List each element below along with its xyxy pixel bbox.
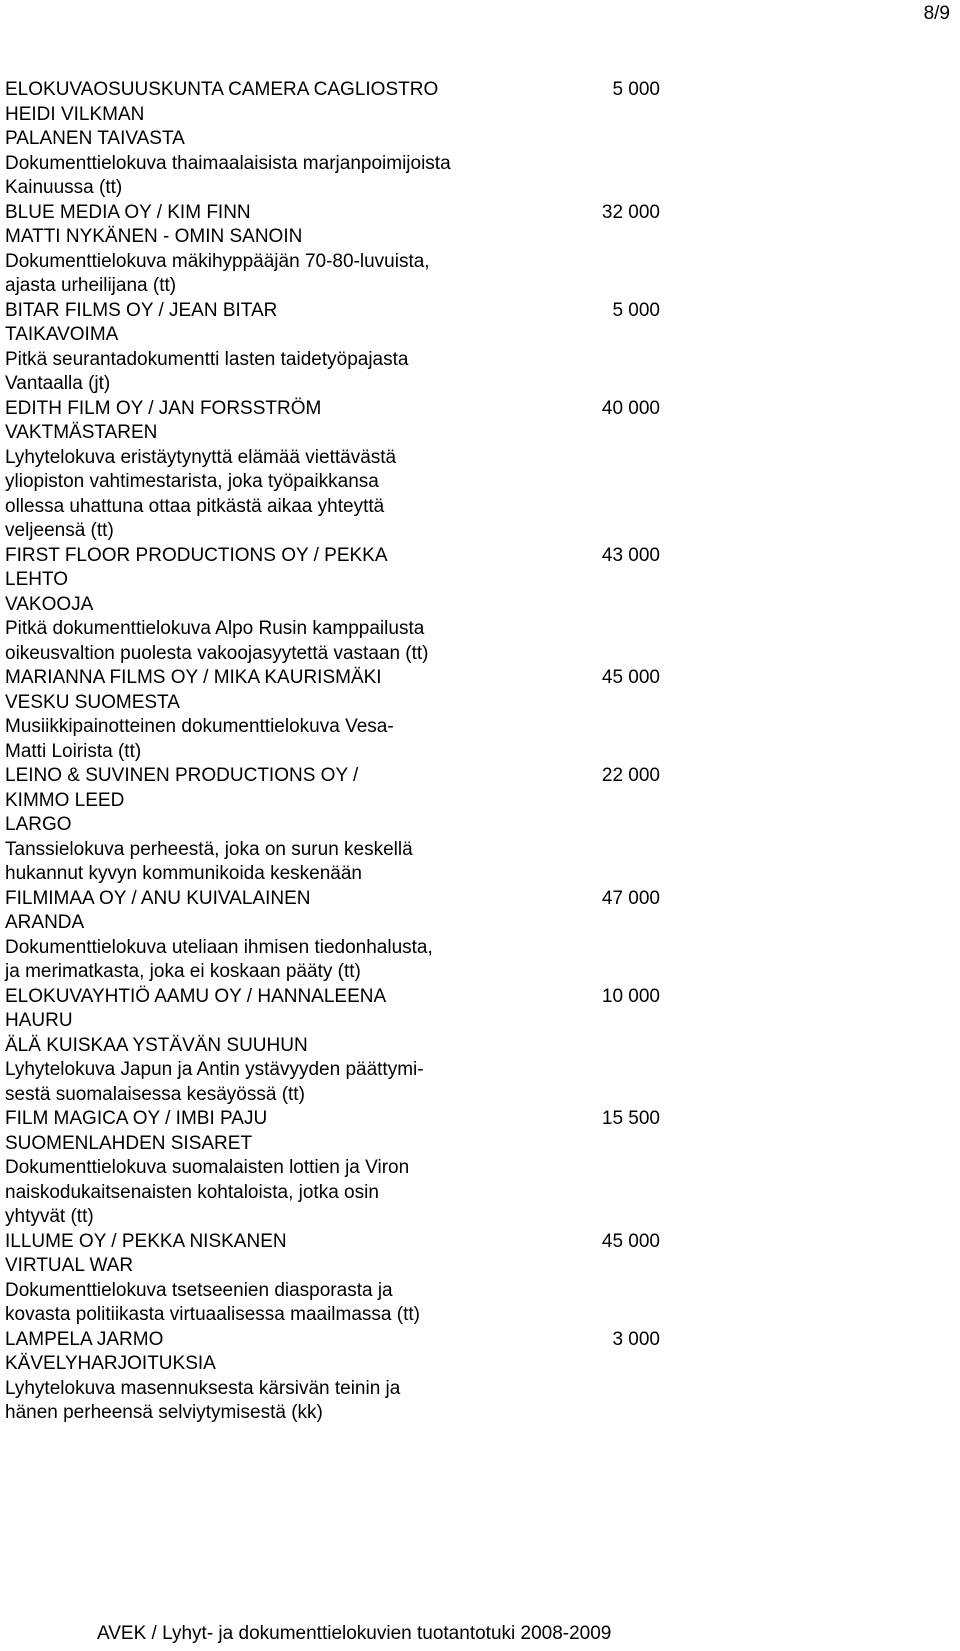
description-line: ARANDA: [5, 912, 85, 933]
description-line: oikeusvaltion puolesta vakoojasyytettä vastaan (tt): [5, 642, 429, 664]
grant-amount: 45 000: [601, 1230, 660, 1252]
producer-line: ELOKUVAOSUUSKUNTA CAMERA CAGLIOSTRO: [5, 79, 439, 100]
grant-entry: [5, 1328, 660, 1426]
producer-line: BLUE MEDIA OY / KIM FINN: [5, 201, 251, 223]
producer-line: LAMPELA JARMO: [5, 1328, 164, 1350]
description-line: hänen perheensä selviytymisestä (kk): [5, 1402, 323, 1423]
producer-line: BITAR FILMS OY / JEAN BITAR: [5, 299, 278, 321]
description-line: VAKTMÄSTAREN: [5, 422, 158, 443]
description-line: yliopiston vahtimestarista, joka työpaikkansa: [5, 471, 379, 492]
description-line: HEIDI VILKMAN: [5, 103, 145, 125]
description-line: Matti Loirista (tt): [5, 740, 142, 762]
description-line: MATTI NYKÄNEN - OMIN SANOIN: [5, 226, 303, 247]
producer-line: MARIANNA FILMS OY / MIKA KAURISMÄKI: [5, 667, 382, 688]
description-line: hukannut kyvyn kommunikoida keskenään: [5, 863, 362, 884]
grant-entry: [5, 397, 660, 544]
description-line: Kainuussa (tt): [5, 177, 123, 198]
producer-line: LEINO & SUVINEN PRODUCTIONS OY /: [5, 765, 359, 786]
producer-line: ELOKUVAYHTIÖ AAMU OY / HANNALEENA: [5, 985, 387, 1007]
producer-line: ILLUME OY / PEKKA NISKANEN: [5, 1230, 287, 1252]
description-line: kovasta politiikasta virtuaalisessa maailmassa (tt): [5, 1304, 420, 1325]
description-line: Vantaalla (jt): [5, 373, 111, 394]
grant-amount: 32 000: [601, 201, 660, 223]
grant-entry: [5, 887, 660, 985]
description-line: ajasta urheilijana (tt): [5, 275, 177, 296]
grant-amount: 45 000: [601, 667, 660, 688]
grant-amount: 5 000: [612, 79, 660, 100]
grant-entry: [5, 985, 660, 1108]
description-line: Dokumenttielokuva uteliaan ihmisen tiedonhalusta,: [5, 936, 433, 958]
description-line: VAKOOJA: [5, 593, 94, 615]
grant-amount: 5 000: [612, 299, 660, 321]
grant-entry: [5, 78, 660, 201]
grant-amount: 43 000: [601, 544, 660, 566]
grant-entry: [5, 1107, 660, 1230]
description-line: Musiikkipainotteinen dokumenttielokuva Vesa-: [5, 716, 394, 737]
description-line: TAIKAVOIMA: [5, 324, 119, 345]
grant-amount: 22 000: [601, 765, 660, 786]
page-number: 8/9: [923, 3, 950, 24]
description-line: KÄVELYHARJOITUKSIA: [5, 1353, 216, 1374]
grant-entry: [5, 544, 660, 667]
grant-entry: [5, 299, 660, 397]
producer-line: FILM MAGICA OY / IMBI PAJU: [5, 1108, 268, 1129]
description-line: Dokumenttielokuva thaimaalaisista marjanpoimijoista: [5, 152, 451, 174]
grant-entry: [5, 764, 660, 887]
description-line: Lyhytelokuva eristäytynyttä elämää viettävästä: [5, 446, 397, 468]
grant-amount: 3 000: [612, 1328, 660, 1350]
description-line: yhtyvät (tt): [5, 1206, 94, 1227]
description-line: KIMMO LEED: [5, 789, 125, 811]
description-line: LEHTO: [5, 569, 69, 590]
producer-line: FILMIMAA OY / ANU KUIVALAINEN: [5, 887, 311, 909]
description-line: Pitkä dokumenttielokuva Alpo Rusin kamppailusta: [5, 618, 425, 639]
description-line: Lyhytelokuva masennuksesta kärsivän teinin ja: [5, 1377, 401, 1399]
description-line: veljeensä (tt): [5, 520, 114, 541]
description-line: ja merimatkasta, joka ei koskaan pääty (tt): [5, 961, 361, 982]
description-line: Dokumenttielokuva mäkihyppääjän 70-80-luvuista,: [5, 250, 430, 272]
description-line: HAURU: [5, 1010, 73, 1031]
description-line: LARGO: [5, 814, 72, 835]
description-line: sestä suomalaisessa kesäyössä (tt): [5, 1083, 305, 1105]
grant-entry: [5, 1230, 660, 1328]
description-line: Lyhytelokuva Japun ja Antin ystävyyden päättymi-: [5, 1059, 424, 1080]
grant-amount: 15 500: [601, 1108, 660, 1129]
producer-line: FIRST FLOOR PRODUCTIONS OY / PEKKA: [5, 544, 388, 566]
grant-list: [5, 78, 660, 1426]
grant-amount: 10 000: [601, 985, 660, 1007]
description-line: Tanssielokuva perheestä, joka on surun keskellä: [5, 838, 413, 860]
grant-entry: [5, 201, 660, 299]
grant-amount: 40 000: [601, 397, 660, 419]
description-line: SUOMENLAHDEN SISARET: [5, 1132, 253, 1154]
description-line: VESKU SUOMESTA: [5, 691, 180, 713]
description-line: naiskodukaitsenaisten kohtaloista, jotka osin: [5, 1181, 379, 1203]
page-footer: AVEK / Lyhyt- ja dokumenttielokuvien tuotantotuki 2008-2009: [97, 1623, 612, 1644]
description-line: Pitkä seurantadokumentti lasten taidetyöpajasta: [5, 348, 409, 370]
description-line: PALANEN TAIVASTA: [5, 128, 185, 149]
grant-entry: [5, 666, 660, 764]
description-line: Dokumenttielokuva suomalaisten lottien ja Viron: [5, 1157, 410, 1178]
description-line: Dokumenttielokuva tsetseenien diasporasta ja: [5, 1279, 393, 1301]
description-line: VIRTUAL WAR: [5, 1255, 134, 1276]
producer-line: EDITH FILM OY / JAN FORSSTRÖM: [5, 397, 322, 419]
description-line: ÄLÄ KUISKAA YSTÄVÄN SUUHUN: [5, 1034, 308, 1056]
grant-amount: 47 000: [601, 887, 660, 909]
description-line: ollessa uhattuna ottaa pitkästä aikaa yhteyttä: [5, 495, 385, 517]
